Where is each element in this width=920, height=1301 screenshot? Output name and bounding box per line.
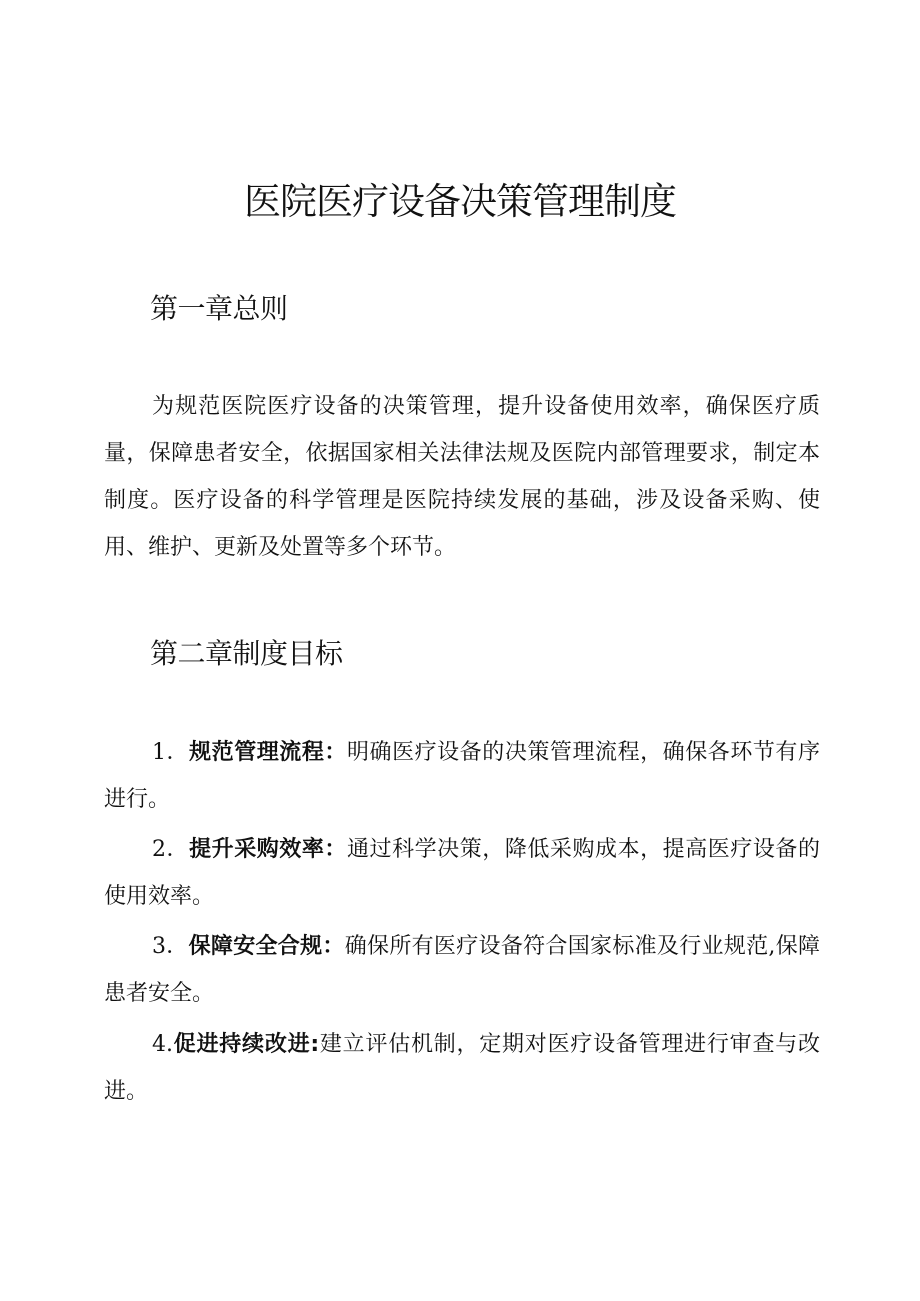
goal-item-number: 4.	[152, 1032, 173, 1057]
goal-item-title: 规范管理流程：	[189, 740, 347, 765]
goal-item-title: 提升采购效率：	[189, 837, 347, 862]
goal-item-text: 建立评估机制，定期对医疗设备管理进行审查与改进。	[104, 1032, 820, 1104]
document-title: 医院医疗设备决策管理制度	[244, 180, 676, 223]
goal-item-number: 2．	[152, 837, 190, 862]
goal-item	[104, 826, 820, 920]
chapter-1-paragraph: 为规范医院医疗设备的决策管理，提升设备使用效率，确保医疗质量，保障患者安全，依据国家相关法律法规及医院内部管理要求，制定本制度。医疗设备的科学管理是医院持续发展的基础，涉及设备采购、使用、维护、更新及处置等多个环节。	[104, 394, 820, 560]
goal-item-text: 确保所有医疗设备符合国家标准及行业规范,保障患者安全。	[104, 934, 821, 1006]
chapter-2-heading: 第二章制度目标	[150, 637, 343, 670]
goal-item-text: 通过科学决策，降低采购成本，提高医疗设备的使用效率。	[104, 837, 820, 909]
chapter-1-heading: 第一章总则	[150, 292, 288, 325]
goal-item	[104, 923, 820, 1017]
goal-item	[104, 729, 820, 823]
goal-item-number: 1．	[152, 740, 190, 765]
goal-item-title: 促进持续改进:	[173, 1032, 320, 1057]
goal-item-title: 保障安全合规：	[188, 934, 345, 959]
goal-item-number: 3．	[152, 934, 189, 959]
goal-item	[104, 1021, 820, 1115]
goal-item-text: 明确医疗设备的决策管理流程，确保各环节有序进行。	[104, 740, 820, 812]
